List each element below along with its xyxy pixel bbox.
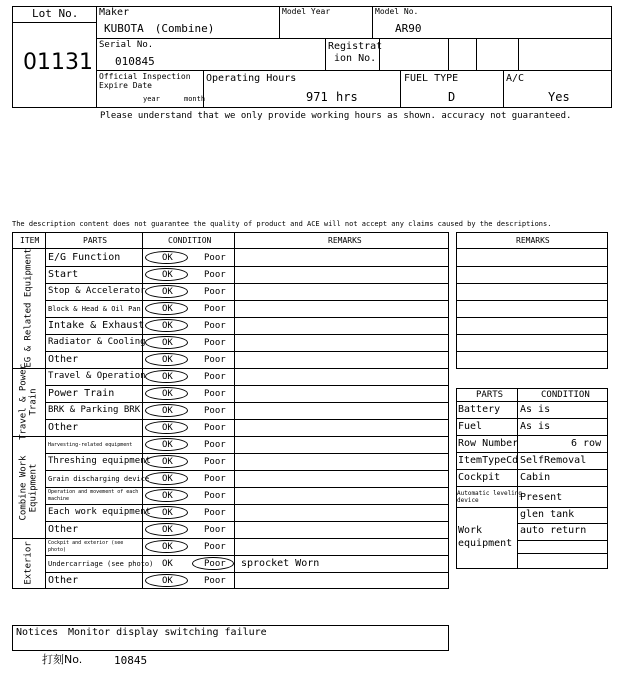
condition-poor: Poor — [204, 287, 226, 297]
selected-condition-circle — [192, 557, 234, 570]
part-label: Undercarriage (see photo) — [48, 560, 154, 568]
part-label: Travel & Operation — [48, 371, 146, 381]
inspection-month: month — [184, 95, 206, 103]
selected-condition-circle — [145, 336, 188, 349]
model-no-value: AR90 — [395, 22, 422, 35]
part-label: Harvesting-related equipment — [48, 442, 133, 448]
condition-ok: OK — [162, 372, 173, 382]
condition-ok: OK — [162, 576, 173, 586]
fuel-type-value: D — [448, 90, 456, 104]
part-label-line2: machine — [48, 496, 70, 502]
part-label: Other — [48, 524, 79, 535]
condition-ok: OK — [162, 508, 173, 518]
hours-label: Operating Hours — [206, 73, 297, 84]
selected-condition-circle — [145, 353, 188, 366]
selected-condition-circle — [145, 574, 188, 587]
condition-ok: OK — [162, 321, 173, 331]
condition-poor: Poor — [204, 423, 226, 433]
work-equipment-value-2: auto return — [520, 525, 587, 536]
selected-condition-circle — [145, 523, 188, 536]
condition-poor: Poor — [204, 457, 226, 467]
maker-label: Maker — [99, 7, 130, 18]
leveling-label-1: Automatic leveling — [457, 490, 523, 497]
condition-ok: OK — [162, 270, 173, 280]
registration-label-1: Registrat — [328, 41, 383, 52]
selected-condition-circle — [145, 268, 188, 281]
selected-condition-circle — [145, 506, 188, 519]
selected-condition-circle — [145, 455, 188, 468]
condition-poor: Poor — [204, 542, 226, 552]
hours-note: Please understand that we only provide working hours as shown. accuracy not guaranteed. — [100, 111, 572, 121]
registration-label-2: ion No. — [334, 53, 377, 64]
condition-ok: OK — [162, 440, 173, 450]
part-label: Stop & Accelerator — [48, 286, 146, 296]
side-parts-label: PARTS — [476, 390, 504, 400]
hours-unit: hrs — [336, 90, 358, 104]
part-label: E/G Function — [48, 252, 121, 263]
stamp-label: 打刻No. — [42, 653, 83, 666]
condition-ok: OK — [162, 457, 173, 467]
selected-condition-circle — [145, 489, 188, 502]
ac-value: Yes — [548, 90, 570, 104]
part-label: Cockpit and exterior (see — [48, 540, 124, 546]
col-condition: CONDITION — [168, 236, 212, 245]
selected-condition-circle — [145, 472, 188, 485]
condition-poor: Poor — [204, 304, 226, 314]
part-label: Start — [48, 269, 79, 280]
selected-condition-circle — [145, 285, 188, 298]
condition-ok: OK — [162, 491, 173, 501]
condition-poor: Poor — [204, 491, 226, 501]
part-label: Other — [48, 422, 79, 433]
condition-ok: OK — [162, 559, 173, 569]
cockpit-label: Cockpit — [458, 472, 501, 483]
inspection-year: year — [143, 95, 160, 103]
col-remarks: REMARKS — [328, 236, 362, 245]
serial-label: Serial No. — [99, 40, 154, 50]
part-label: Grain discharging device — [48, 475, 150, 483]
selected-condition-circle — [145, 302, 188, 315]
model-year-label: Model Year — [282, 7, 331, 16]
col-parts: PARTS — [83, 236, 108, 245]
condition-poor: Poor — [204, 440, 226, 450]
condition-poor: Poor — [204, 389, 226, 399]
part-label: Other — [48, 575, 79, 586]
condition-ok: OK — [162, 338, 173, 348]
condition-poor: Poor — [204, 576, 226, 586]
inspection-label-1: Official Inspection — [99, 72, 191, 81]
condition-poor: Poor — [204, 321, 226, 331]
fuel-label: Fuel — [458, 421, 483, 432]
battery-label: Battery — [458, 404, 501, 415]
leveling-value: Present — [520, 492, 563, 503]
battery-value: As is — [520, 404, 551, 415]
condition-ok: OK — [162, 542, 173, 552]
part-label-line2: photo) — [48, 547, 67, 553]
table-row — [0, 572, 640, 589]
cockpit-value: Cabin — [520, 472, 551, 483]
condition-poor: Poor — [204, 372, 226, 382]
row-number-label: Row Number — [458, 438, 519, 449]
selected-condition-circle — [145, 540, 188, 553]
condition-ok: OK — [162, 406, 173, 416]
disclaimer: The description content does not guarantee the quality of product and ACE will not accept any claims caused by the descriptions. — [12, 220, 552, 228]
group-eg: EG & Related Equipment — [23, 248, 34, 368]
part-label: Each work equipment — [48, 507, 151, 517]
maker-value: KUBOTA (Combine) — [104, 22, 215, 35]
lot-number: 01131 — [23, 50, 93, 75]
condition-ok: OK — [162, 355, 173, 365]
leveling-label-2: device — [457, 497, 479, 504]
work-equipment-label-1: Work — [458, 525, 483, 536]
group-travel-1: Travel & Power — [18, 364, 29, 440]
condition-poor: Poor — [204, 355, 226, 365]
ac-label: A/C — [506, 73, 525, 84]
condition-poor: Poor — [204, 253, 226, 263]
notices-label: Notices — [16, 627, 59, 638]
part-label: Threshing equipment — [48, 456, 151, 466]
stamp-value: 10845 — [114, 654, 148, 667]
part-label: Operation and movement of each — [48, 489, 139, 495]
row-number-value: 6 row — [571, 438, 602, 449]
col-item: ITEM — [20, 236, 40, 245]
work-equipment-label-2: equipment — [458, 538, 513, 549]
part-label: Intake & Exhaust — [48, 320, 145, 331]
selected-condition-circle — [145, 319, 188, 332]
selected-condition-circle — [145, 421, 188, 434]
part-label: Other — [48, 354, 79, 365]
condition-poor: Poor — [204, 270, 226, 280]
notices-value: Monitor display switching failure — [68, 627, 267, 638]
condition-poor: Poor — [204, 508, 226, 518]
condition-ok: OK — [162, 474, 173, 484]
side-remarks-label: REMARKS — [516, 236, 550, 245]
side-condition-label: CONDITION — [541, 390, 590, 400]
itemtype-value: SelfRemoval — [520, 455, 587, 466]
group-combine-2: Equipment — [28, 463, 39, 513]
selected-condition-circle — [145, 387, 188, 400]
condition-poor: Poor — [204, 525, 226, 535]
model-no-label: Model No. — [375, 7, 419, 16]
group-combine-1: Combine Work — [18, 455, 29, 521]
group-travel-2: Train — [28, 388, 39, 416]
table-row — [0, 368, 640, 385]
remark: sprocket Worn — [241, 558, 320, 569]
condition-ok: OK — [162, 304, 173, 314]
serial-value: 010845 — [115, 55, 155, 68]
hours-value: 971 — [306, 90, 328, 104]
inspection-label-2: Expire Date — [99, 81, 152, 90]
condition-ok: OK — [162, 525, 173, 535]
part-label: Power Train — [48, 388, 115, 399]
condition-ok: OK — [162, 287, 173, 297]
selected-condition-circle — [145, 251, 188, 264]
group-exterior: Exterior — [23, 541, 34, 585]
itemtype-label: ItemTypeCd — [458, 455, 519, 466]
work-equipment-value-1: glen tank — [520, 509, 575, 520]
condition-ok: OK — [162, 253, 173, 263]
fuel-value: As is — [520, 421, 551, 432]
selected-condition-circle — [145, 438, 188, 451]
part-label: Radiator & Cooling — [48, 337, 146, 347]
condition-ok: OK — [162, 389, 173, 399]
fuel-type-label: FUEL TYPE — [404, 73, 459, 84]
condition-poor: Poor — [204, 338, 226, 348]
part-label: Block & Head & Oil Pan — [48, 305, 141, 313]
condition-poor: Poor — [204, 406, 226, 416]
lot-label: Lot No. — [32, 7, 79, 20]
selected-condition-circle — [145, 404, 188, 417]
condition-ok: OK — [162, 423, 173, 433]
selected-condition-circle — [145, 370, 188, 383]
condition-poor: Poor — [204, 474, 226, 484]
part-label: BRK & Parking BRK — [48, 405, 141, 415]
condition-poor: Poor — [204, 559, 226, 569]
